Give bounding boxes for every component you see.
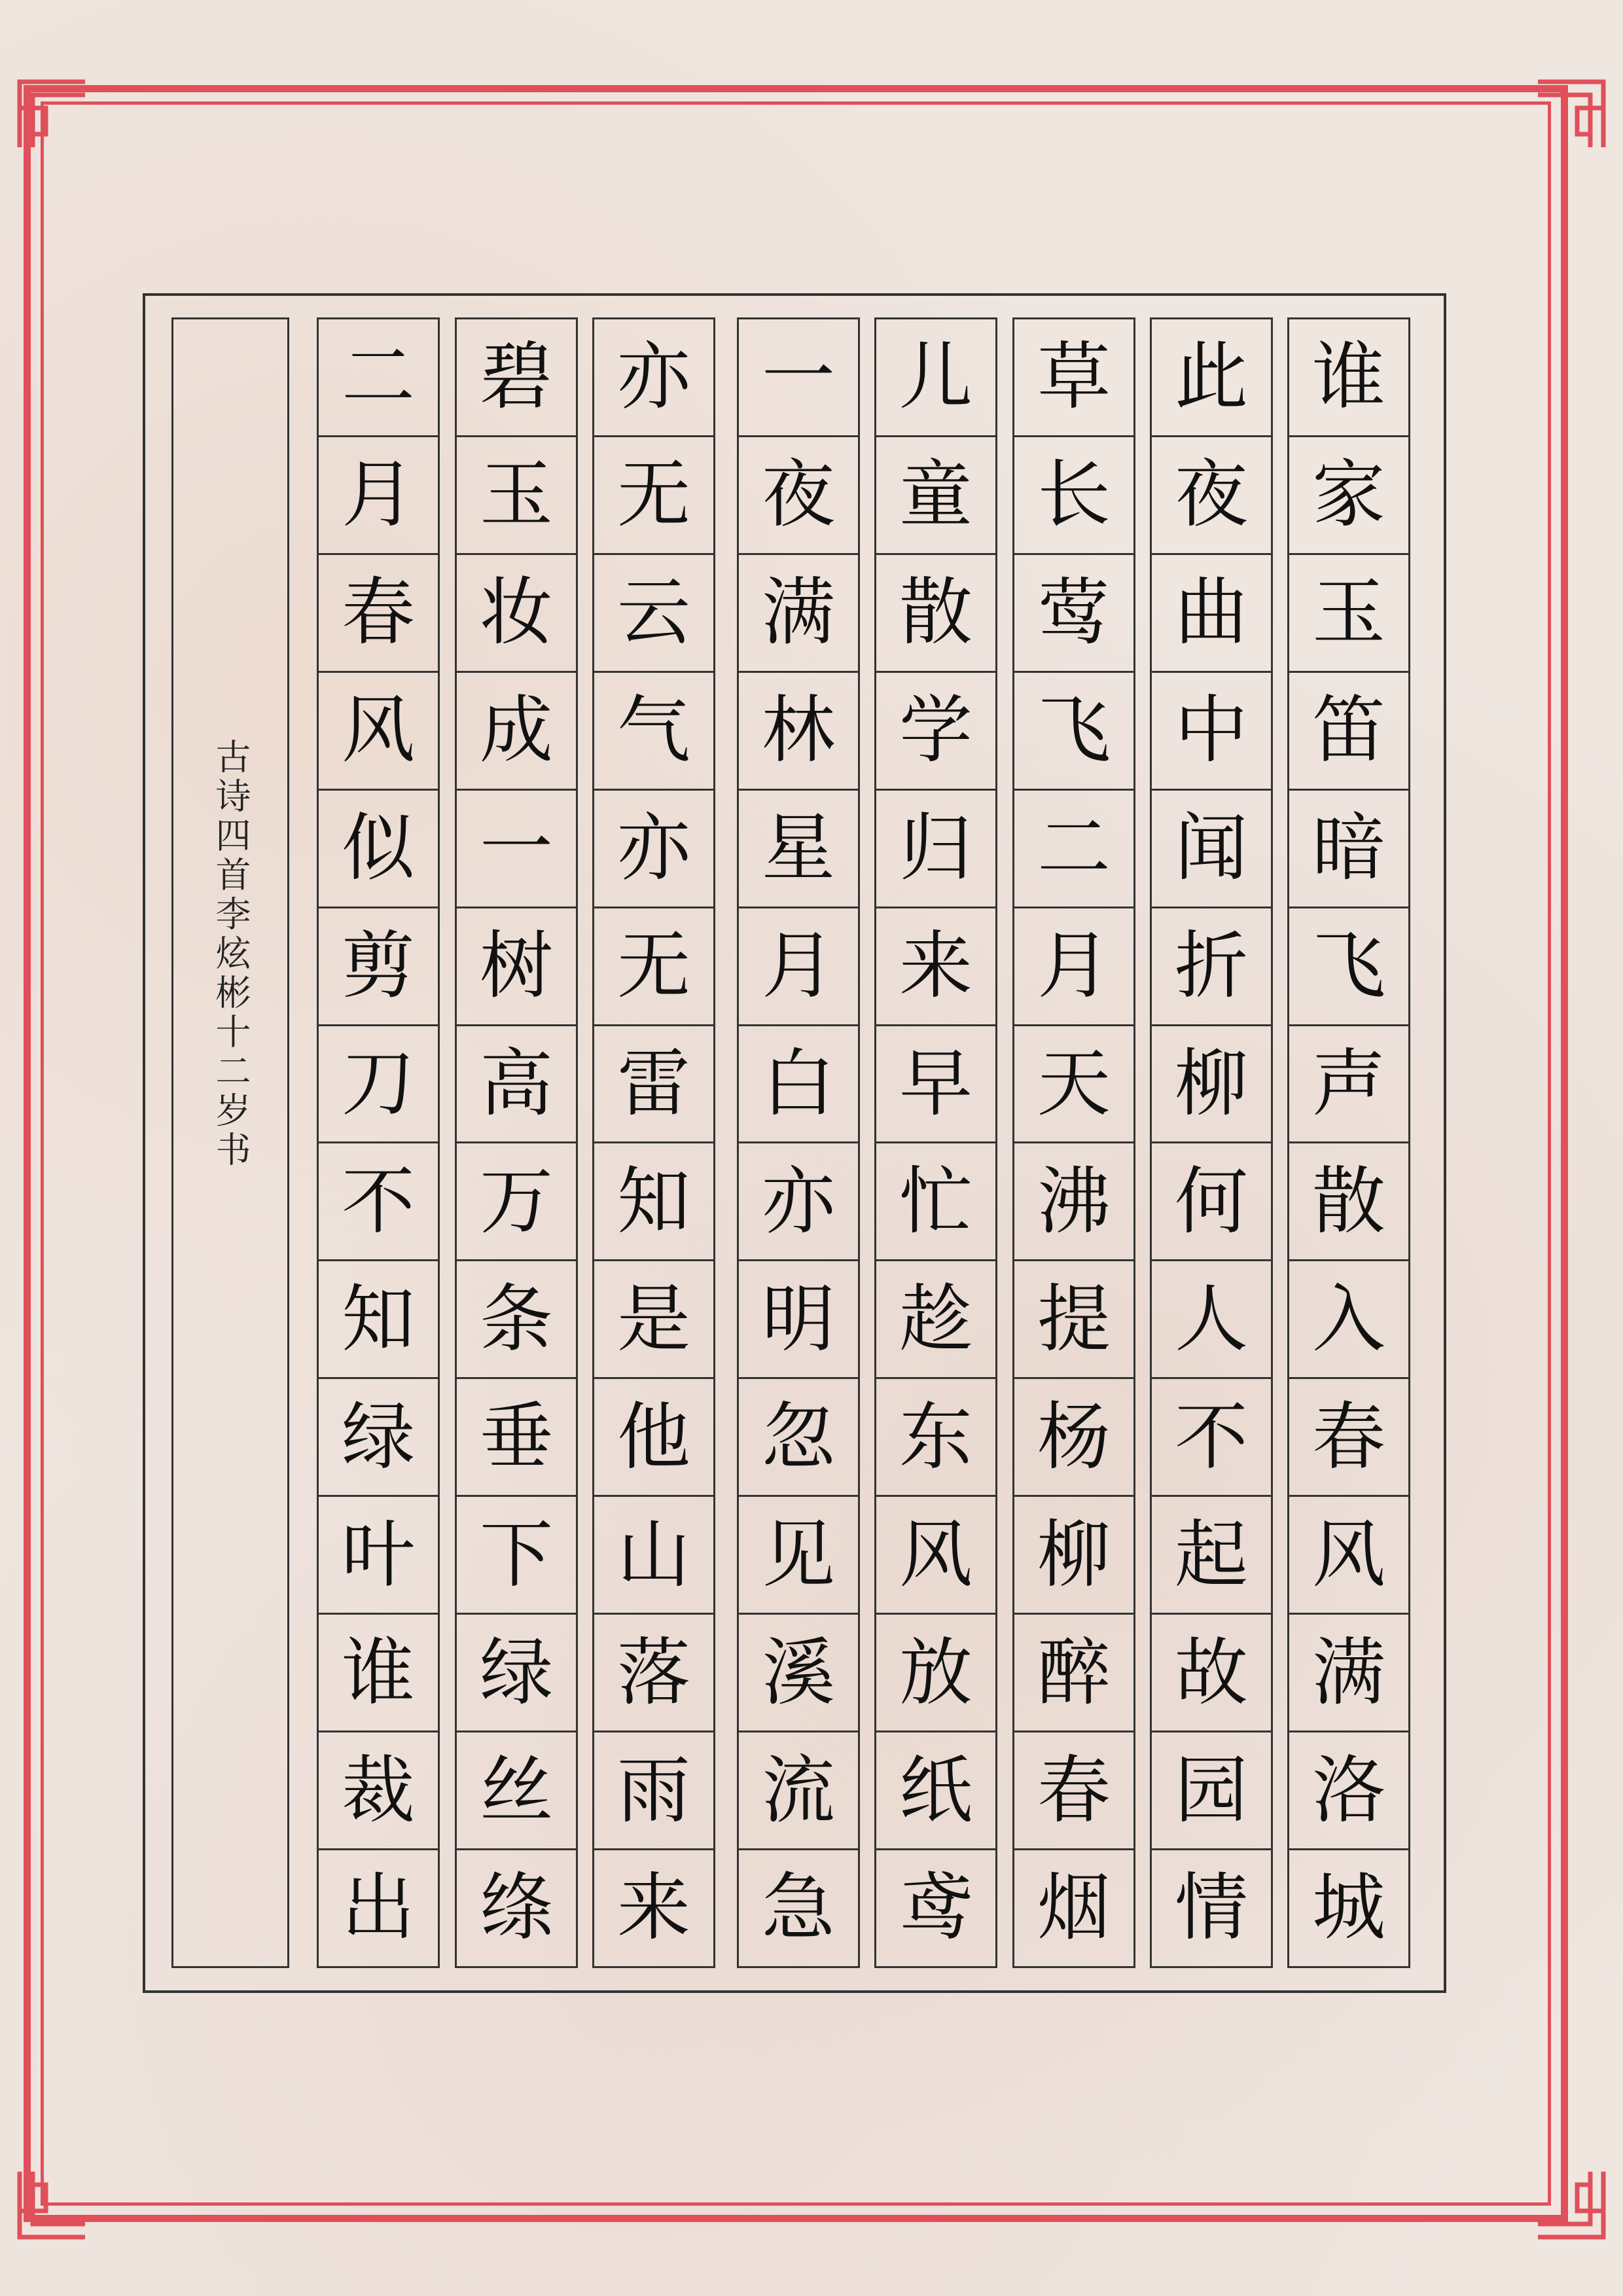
character-cell: 折 <box>1152 908 1271 1026</box>
character-cell: 暗 <box>1289 791 1408 908</box>
character-cell: 绿 <box>319 1379 438 1497</box>
character-cell: 满 <box>1289 1615 1408 1732</box>
character-cell: 家 <box>1289 437 1408 555</box>
character-cell: 无 <box>594 908 713 1026</box>
character-cell: 园 <box>1152 1732 1271 1850</box>
character-cell: 散 <box>876 555 995 673</box>
character-cell: 归 <box>876 791 995 908</box>
character-cell: 高 <box>457 1026 576 1144</box>
character-cell: 叶 <box>319 1497 438 1615</box>
character-cell: 月 <box>1014 908 1133 1026</box>
character-cell: 条 <box>457 1261 576 1379</box>
character-cell: 曲 <box>1152 555 1271 673</box>
character-cell: 知 <box>594 1143 713 1261</box>
character-cell: 声 <box>1289 1026 1408 1144</box>
character-cell: 笛 <box>1289 673 1408 791</box>
character-cell: 亦 <box>594 319 713 437</box>
character-cell: 来 <box>876 908 995 1026</box>
character-cell: 谁 <box>319 1615 438 1732</box>
character-cell: 杨 <box>1014 1379 1133 1497</box>
character-cell: 散 <box>1289 1143 1408 1261</box>
character-cell: 学 <box>876 673 995 791</box>
character-cell: 下 <box>457 1497 576 1615</box>
character-cell: 月 <box>319 437 438 555</box>
character-cell: 醉 <box>1014 1615 1133 1732</box>
character-cell: 一 <box>457 791 576 908</box>
character-cell: 是 <box>594 1261 713 1379</box>
character-cell: 剪 <box>319 908 438 1026</box>
character-cell: 飞 <box>1014 673 1133 791</box>
character-cell: 莺 <box>1014 555 1133 673</box>
character-cell: 绦 <box>480 1865 553 1951</box>
character-cell: 情 <box>1175 1865 1248 1951</box>
poem-column <box>455 317 578 1968</box>
character-cell: 纸 <box>876 1732 995 1850</box>
character-cell: 风 <box>319 673 438 791</box>
character-cell: 入 <box>1289 1261 1408 1379</box>
character-cell: 二 <box>319 319 438 437</box>
character-cell: 山 <box>594 1497 713 1615</box>
character-cell: 万 <box>457 1143 576 1261</box>
corner-ornament-icon <box>1531 2165 1610 2244</box>
character-cell: 柳 <box>1152 1026 1271 1144</box>
character-cell: 气 <box>594 673 713 791</box>
character-cell: 儿 <box>876 319 995 437</box>
character-cell: 流 <box>739 1732 858 1850</box>
character-cell: 飞 <box>1289 908 1408 1026</box>
character-cell: 不 <box>319 1143 438 1261</box>
signature-text: 古诗四首李炫彬十二岁书 <box>210 738 251 1170</box>
character-cell: 他 <box>594 1379 713 1497</box>
character-cell: 中 <box>1152 673 1271 791</box>
character-cell: 刀 <box>319 1026 438 1144</box>
character-cell: 起 <box>1152 1497 1271 1615</box>
character-cell: 雷 <box>594 1026 713 1144</box>
character-cell: 天 <box>1014 1026 1133 1144</box>
character-cell: 此 <box>1152 319 1271 437</box>
character-cell: 提 <box>1014 1261 1133 1379</box>
character-cell: 何 <box>1152 1143 1271 1261</box>
character-cell: 妆 <box>457 555 576 673</box>
character-cell: 裁 <box>319 1732 438 1850</box>
poem-column <box>1287 317 1410 1968</box>
character-cell: 玉 <box>1289 555 1408 673</box>
character-cell: 春 <box>319 555 438 673</box>
character-cell: 洛 <box>1289 1732 1408 1850</box>
corner-ornament-icon <box>13 75 92 154</box>
character-cell: 出 <box>342 1865 415 1951</box>
character-cell: 亦 <box>594 791 713 908</box>
character-cell: 春 <box>1289 1379 1408 1497</box>
character-cell: 童 <box>876 437 995 555</box>
character-cell: 月 <box>739 908 858 1026</box>
character-cell: 满 <box>739 555 858 673</box>
character-cell: 城 <box>1312 1865 1385 1951</box>
poem-column <box>737 317 860 1968</box>
character-cell: 二 <box>1014 791 1133 908</box>
character-cell: 柳 <box>1014 1497 1133 1615</box>
character-cell: 玉 <box>457 437 576 555</box>
character-cell: 绿 <box>457 1615 576 1732</box>
character-cell: 溪 <box>739 1615 858 1732</box>
character-cell: 故 <box>1152 1615 1271 1732</box>
character-cell: 夜 <box>739 437 858 555</box>
poem-column <box>1012 317 1135 1968</box>
character-cell: 早 <box>876 1026 995 1144</box>
character-cell: 风 <box>876 1497 995 1615</box>
corner-ornament-icon <box>1531 75 1610 154</box>
character-cell: 星 <box>739 791 858 908</box>
character-cell: 春 <box>1014 1732 1133 1850</box>
character-cell: 闻 <box>1152 791 1271 908</box>
character-cell: 知 <box>319 1261 438 1379</box>
character-cell: 似 <box>319 791 438 908</box>
signature-column <box>171 317 289 1968</box>
character-cell: 丝 <box>457 1732 576 1850</box>
character-cell: 落 <box>594 1615 713 1732</box>
character-cell: 谁 <box>1289 319 1408 437</box>
character-cell: 来 <box>617 1865 690 1951</box>
character-cell: 夜 <box>1152 437 1271 555</box>
character-cell: 无 <box>594 437 713 555</box>
character-cell: 草 <box>1014 319 1133 437</box>
character-cell: 忙 <box>876 1143 995 1261</box>
character-cell: 树 <box>457 908 576 1026</box>
character-cell: 云 <box>594 555 713 673</box>
character-cell: 雨 <box>594 1732 713 1850</box>
character-cell: 林 <box>739 673 858 791</box>
character-cell: 鸢 <box>899 1865 972 1951</box>
poem-column <box>874 317 997 1968</box>
character-cell: 急 <box>762 1865 835 1951</box>
character-cell: 趁 <box>876 1261 995 1379</box>
character-cell: 白 <box>739 1026 858 1144</box>
character-cell: 亦 <box>739 1143 858 1261</box>
character-cell: 不 <box>1152 1379 1271 1497</box>
character-cell: 碧 <box>457 319 576 437</box>
character-cell: 忽 <box>739 1379 858 1497</box>
character-cell: 人 <box>1152 1261 1271 1379</box>
character-cell: 风 <box>1289 1497 1408 1615</box>
character-cell: 烟 <box>1037 1865 1111 1951</box>
character-cell: 东 <box>876 1379 995 1497</box>
character-cell: 成 <box>457 673 576 791</box>
character-cell: 沸 <box>1014 1143 1133 1261</box>
character-cell: 垂 <box>457 1379 576 1497</box>
character-cell: 一 <box>739 319 858 437</box>
character-cell: 放 <box>876 1615 995 1732</box>
poem-column <box>317 317 440 1968</box>
character-cell: 长 <box>1014 437 1133 555</box>
character-cell: 明 <box>739 1261 858 1379</box>
poem-column <box>592 317 715 1968</box>
poem-column <box>1150 317 1273 1968</box>
character-cell: 见 <box>739 1497 858 1615</box>
corner-ornament-icon <box>13 2165 92 2244</box>
